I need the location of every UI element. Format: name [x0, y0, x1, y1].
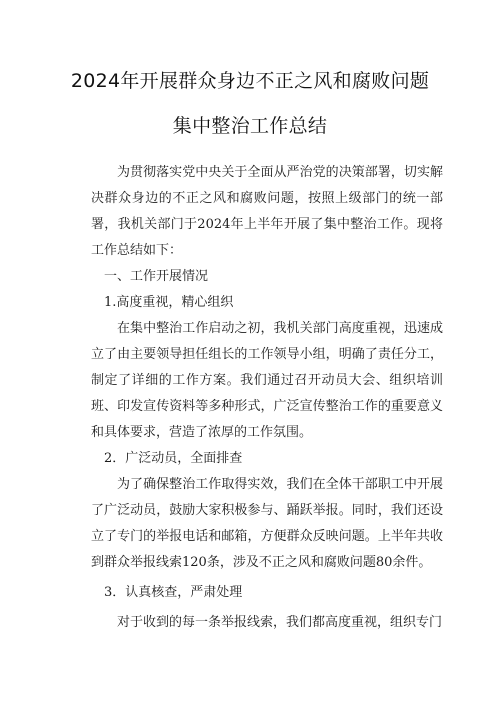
subsection-heading-3: 3．认真核查，严肃处理: [104, 585, 243, 600]
document-title-line-2: 集中整治工作总结: [172, 115, 328, 137]
subsection-paragraph-2: 为了确保整治工作取得实效，我们在全体干部职工中开展了广泛动员，鼓励大家积极参与、踊跃举报。同时，我们还设立了专门的举报电话和邮箱，方便群众反映问题。上半年共收到群众举报线索120条，涉及不正之风和腐败问题80余件。: [91, 477, 443, 570]
section-heading-1: 一、工作开展情况: [104, 269, 209, 284]
intro-paragraph: 为贯彻落实党中央关于全面从严治党的决策部署，切实解决群众身边的不正之风和腐败问题，按照上级部门的统一部署，我机关部门于2024年上半年开展了集中整治工作。现将工作总结如下：: [91, 165, 443, 258]
document-body: [91, 160, 443, 636]
subsection-paragraph-3: 对于收到的每一条举报线索，我们都高度重视，组织专门: [117, 615, 443, 630]
document-title-line-1: 2024年开展群众身边不正之风和腐败问题: [70, 70, 430, 92]
subsection-heading-1: 1.高度重视，精心组织: [104, 295, 234, 310]
subsection-heading-2: 2．广泛动员，全面排查: [104, 451, 243, 466]
subsection-paragraph-1: 在集中整治工作启动之初，我机关部门高度重视，迅速成立了由主要领导担任组长的工作领导小组，明确了责任分工，制定了详细的工作方案。我们通过召开动员大会、组织培训班、印发宣传资料等多种形式，广泛宣传整治工作的重要意义和具体要求，营造了浓厚的工作氛围。: [91, 321, 443, 440]
